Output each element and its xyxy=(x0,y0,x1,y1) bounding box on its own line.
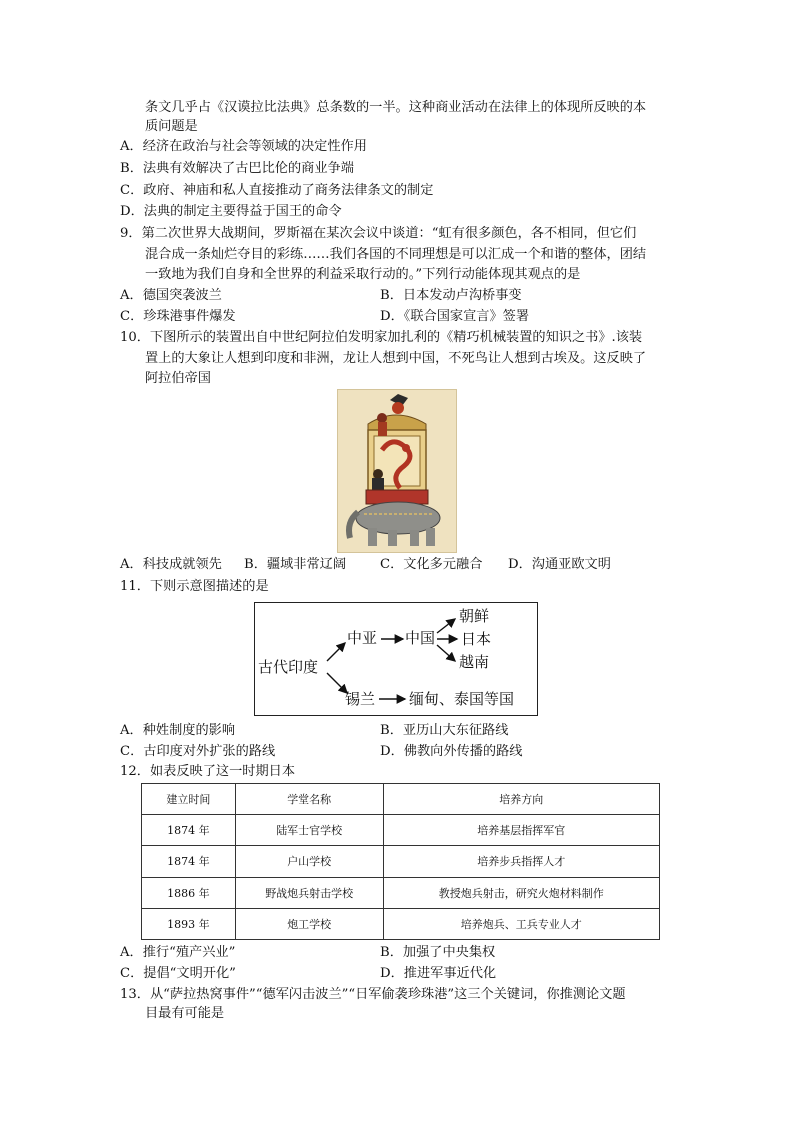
q11-option-a: A．种姓制度的影响 xyxy=(120,723,236,738)
q12-option-a: A．推行“殖产兴业” xyxy=(120,945,236,960)
q13-stem-line-1: 13．从“萨拉热窝事件”“德军闪击波兰”“日军偷袭珍珠港”这三个关键词，你推测论文题 xyxy=(120,987,626,1002)
node-ceylon: 锡兰 xyxy=(345,690,376,708)
cell-focus: 教授炮兵射击，研究火炮材料制作 xyxy=(383,877,659,908)
node-burma-thailand: 缅甸、泰国等国 xyxy=(409,690,515,708)
node-ancient-india: 古代印度 xyxy=(258,658,319,676)
header-school-name: 学堂名称 xyxy=(235,784,383,815)
q9-option-b: B．日本发动卢沟桥事变 xyxy=(380,288,522,303)
cell-school: 炮工学校 xyxy=(235,908,383,939)
q10-option-a: A．科技成就领先 xyxy=(120,557,222,572)
q8-option-b: B．法典有效解决了古巴比伦的商业争端 xyxy=(120,161,354,176)
q10-option-c: C．文化多元融合 xyxy=(380,557,483,572)
table-header-row xyxy=(142,784,660,815)
q8-option-a: A．经济在政治与社会等领域的决定性作用 xyxy=(120,139,367,154)
q9-option-a: A．德国突袭波兰 xyxy=(120,288,222,303)
q9-stem-line-3: 一致地为我们自身和全世界的利益采取行动的。”下列行动能体现其观点的是 xyxy=(145,267,581,282)
node-central-asia: 中亚 xyxy=(347,629,378,647)
q11-option-b: B．亚历山大东征路线 xyxy=(380,723,509,738)
node-korea: 朝鲜 xyxy=(459,607,490,625)
q8-stem-line-1: 条文几乎占《汉谟拉比法典》总条数的一半。这种商业活动在法律上的体现所反映的本 xyxy=(145,100,647,115)
q12-option-d: D．推进军事近代化 xyxy=(380,966,497,981)
cell-focus: 培养炮兵、工兵专业人才 xyxy=(383,908,659,939)
node-vietnam: 越南 xyxy=(459,653,490,671)
table-row xyxy=(142,877,660,908)
q9-option-d: D．《联合国家宣言》签署 xyxy=(380,309,530,324)
node-japan: 日本 xyxy=(461,630,492,648)
q12-option-b: B．加强了中央集权 xyxy=(380,945,496,960)
header-training-focus: 培养方向 xyxy=(383,784,659,815)
cell-year: 1893 年 xyxy=(142,908,236,939)
q9-stem-line-2: 混合成一条灿烂夺目的彩练……我们各国的不同理想是可以汇成一个和谐的整体，团结 xyxy=(145,247,647,262)
q12-option-c: C．提倡“文明开化” xyxy=(120,966,236,981)
node-china: 中国 xyxy=(405,629,436,647)
q11-stem: 11．下则示意图描述的是 xyxy=(120,579,269,594)
table-row xyxy=(142,846,660,877)
q8-option-c: C．政府、神庙和私人直接推动了商务法律条文的制定 xyxy=(120,183,434,198)
q10-option-d: D．沟通亚欧文明 xyxy=(508,557,611,572)
q11-option-d: D．佛教向外传播的路线 xyxy=(380,744,523,759)
q11-option-c: C．古印度对外扩张的路线 xyxy=(120,744,276,759)
cell-school: 户山学校 xyxy=(235,846,383,877)
header-founding-time: 建立时间 xyxy=(142,784,236,815)
cell-year: 1886 年 xyxy=(142,877,236,908)
q8-option-d: D．法典的制定主要得益于国王的命令 xyxy=(120,204,342,219)
q9-stem-line-1: 9．第二次世界大战期间，罗斯福在某次会议中谈道：“虹有很多颜色，各不相同，但它们 xyxy=(120,226,637,241)
q10-stem-line-1: 10．下图所示的装置出自中世纪阿拉伯发明家加扎利的《精巧机械装置的知识之书》.该装 xyxy=(120,330,643,345)
table-row xyxy=(142,815,660,846)
military-schools-table xyxy=(141,783,660,940)
cell-focus: 培养基层指挥军官 xyxy=(383,815,659,846)
elephant-clock-drawing xyxy=(338,390,456,552)
q8-stem-line-2: 质问题是 xyxy=(145,119,198,134)
cell-year: 1874 年 xyxy=(142,846,236,877)
cell-school: 陆军士官学校 xyxy=(235,815,383,846)
buddhism-spread-diagram xyxy=(254,602,538,716)
q10-option-b: B．疆域非常辽阔 xyxy=(244,557,347,572)
cell-school: 野战炮兵射击学校 xyxy=(235,877,383,908)
q10-stem-line-3: 阿拉伯帝国 xyxy=(145,371,211,386)
q9-option-c: C．珍珠港事件爆发 xyxy=(120,309,236,324)
table-row xyxy=(142,908,660,939)
cell-year: 1874 年 xyxy=(142,815,236,846)
q13-stem-line-2: 目最有可能是 xyxy=(145,1006,225,1021)
q12-stem: 12．如表反映了这一时期日本 xyxy=(120,764,296,779)
q10-stem-line-2: 置上的大象让人想到印度和非洲，龙让人想到中国，不死鸟让人想到古埃及。这反映了 xyxy=(145,351,647,366)
cell-focus: 培养步兵指挥人才 xyxy=(383,846,659,877)
elephant-clock-illustration xyxy=(337,389,457,553)
